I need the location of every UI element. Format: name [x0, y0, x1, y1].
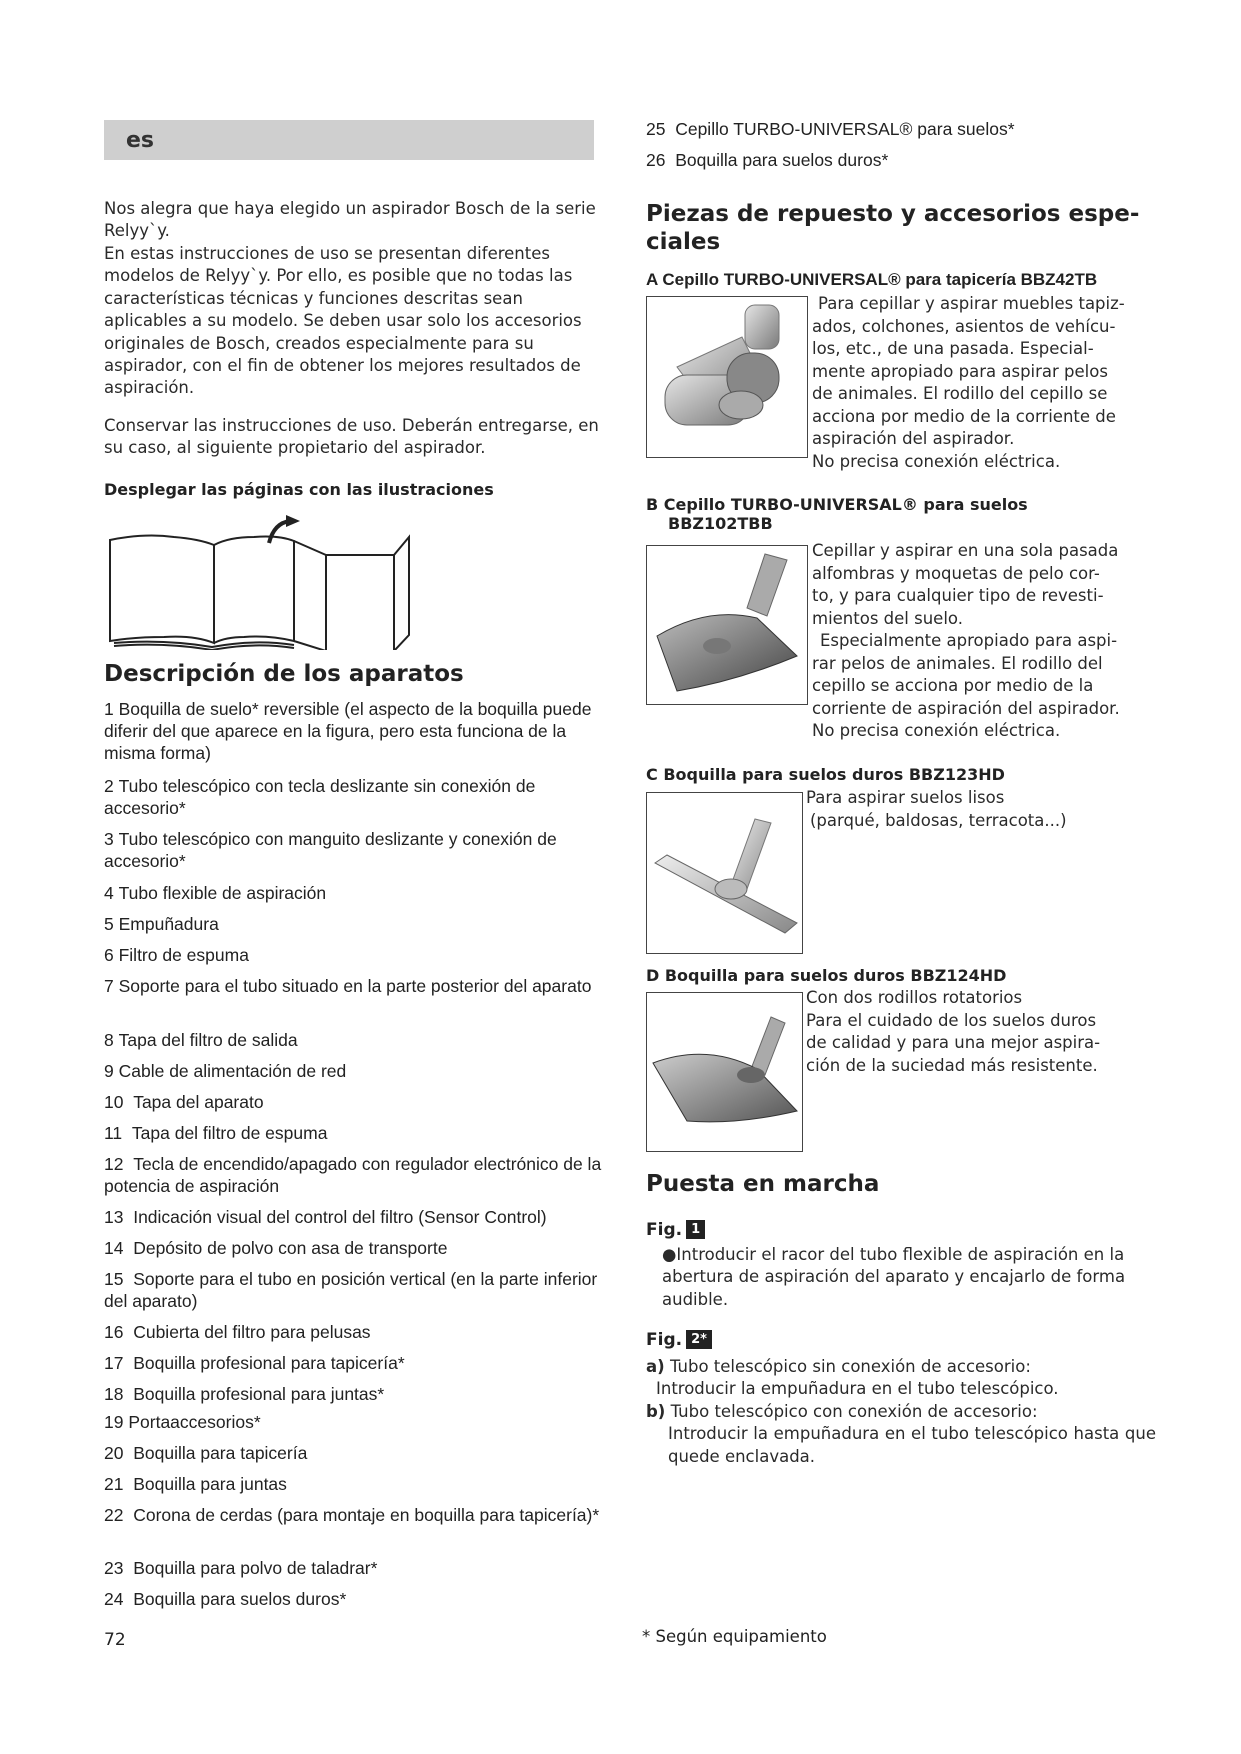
- step-a-detail: Introducir la empuñadura en el tubo telescópico.: [656, 1379, 1059, 1399]
- list-item: 16 Cubierta del filtro para pelusas: [104, 1322, 371, 1342]
- list-item: 1 Boquilla de suelo* reversible (el aspecto de la boquilla puede diferir del que aparece en la figura, pero esta funciona de la misma forma): [104, 699, 592, 763]
- fig-2-number: 2*: [686, 1330, 712, 1349]
- hard-floor-nozzle-rollers-icon: [647, 993, 802, 1151]
- accessory-c-image: [646, 792, 803, 954]
- accessory-c-description: Para aspirar suelos lisos (parqué, baldosas, terracota...): [806, 788, 1067, 830]
- list-item: 3 Tubo telescópico con manguito deslizante y conexión de accesorio*: [104, 829, 557, 871]
- footnote: * Según equipamiento: [642, 1627, 827, 1646]
- list-item: 2 Tubo telescópico con tecla deslizante sin conexión de accesorio*: [104, 776, 536, 818]
- accessory-b-image: [646, 545, 808, 705]
- accessory-b-description: Cepillar y aspirar en una sola pasada alfombras y moquetas de pelo cor- to, y para cualquier tipo de revesti- mientos del suelo. Especialmente apropiado para aspi- rar pelos de animales. El rodillo del cepillo se acciona por medio de la corriente de aspiración del aspirador. No precisa conexión eléctrica.: [812, 541, 1120, 740]
- accessory-a-image: [646, 296, 808, 458]
- list-item: 10 Tapa del aparato: [104, 1092, 264, 1112]
- page-number: 72: [104, 1630, 126, 1650]
- list-item: 20 Boquilla para tapicería: [104, 1443, 308, 1463]
- accessory-c-title: C Boquilla para suelos duros BBZ123HD: [646, 765, 1005, 784]
- accessory-a-title: A Cepillo TURBO-UNIVERSAL® para tapicería BBZ42TB: [646, 270, 1098, 289]
- list-item: 19 Portaaccesorios*: [104, 1412, 261, 1432]
- list-item: 15 Soporte para el tubo en posición vertical (en la parte inferior del aparato): [104, 1269, 598, 1311]
- list-item: 13 Indicación visual del control del filtro (Sensor Control): [104, 1207, 547, 1227]
- list-item: 22 Corona de cerdas (para montaje en boquilla para tapicería)*: [104, 1505, 600, 1525]
- list-item: 12 Tecla de encendido/apagado con regulador electrónico de la potencia de aspiración: [104, 1154, 602, 1196]
- intro-paragraph-1: Nos alegra que haya elegido un aspirador Bosch de la serie Relyy`y.: [104, 199, 596, 241]
- list-item: 6 Filtro de espuma: [104, 945, 249, 965]
- list-item: 17 Boquilla profesional para tapicería*: [104, 1353, 405, 1373]
- hard-floor-nozzle-icon: [647, 793, 802, 953]
- accessory-d-title: D Boquilla para suelos duros BBZ124HD: [646, 966, 1007, 985]
- description-heading: Descripción de los aparatos: [104, 661, 464, 687]
- step-a: a) Tubo telescópico sin conexión de accesorio:: [646, 1357, 1031, 1376]
- fig-1-label: Fig. 1: [646, 1220, 705, 1240]
- list-item: 26 Boquilla para suelos duros*: [646, 150, 889, 170]
- list-item: 9 Cable de alimentación de red: [104, 1061, 347, 1081]
- list-item: 5 Empuñadura: [104, 914, 219, 934]
- fig-1-instruction: ●Introducir el racor del tubo flexible de aspiración en la abertura de aspiración del aparato y encajarlo de forma audible.: [662, 1245, 1126, 1309]
- list-item: 25 Cepillo TURBO-UNIVERSAL® para suelos*: [646, 119, 1015, 139]
- list-item: 23 Boquilla para polvo de taladrar*: [104, 1558, 378, 1578]
- accessory-d-image: [646, 992, 803, 1152]
- intro-paragraph-3: Conservar las instrucciones de uso. Deberán entregarse, en su caso, al siguiente propietario del aspirador.: [104, 416, 599, 458]
- list-item: 24 Boquilla para suelos duros*: [104, 1589, 347, 1609]
- fig-2-label: Fig. 2*: [646, 1330, 712, 1350]
- step-b-detail: Introducir la empuñadura en el tubo telescópico hasta que quede enclavada.: [668, 1424, 1156, 1466]
- step-b: b) Tubo telescópico con conexión de accesorio:: [646, 1401, 1038, 1421]
- fig-2-instructions: [646, 1356, 1156, 1468]
- accessory-a-description: Para cepillar y aspirar muebles tapiz- ados, colchones, asientos de vehícu- los, etc., de una pasada. Especial- mente apropiado para aspirar pelos de animales. El rodillo del cepillo se acciona por medio de la corriente de aspiración del aspirador. No precisa conexión eléctrica.: [812, 294, 1125, 471]
- list-item: 4 Tubo flexible de aspiración: [104, 883, 327, 903]
- list-item: 7 Soporte para el tubo situado en la parte posterior del aparato: [104, 976, 592, 996]
- language-code: es: [126, 128, 155, 153]
- accessory-d-description: Con dos rodillos rotatorios Para el cuidado de los suelos duros de calidad y para una mejor aspira- ción de la suciedad más resistente.: [806, 988, 1101, 1075]
- fig-1-number: 1: [686, 1220, 705, 1239]
- fold-heading: Desplegar las páginas con las ilustraciones: [104, 480, 494, 499]
- list-item: 11 Tapa del filtro de espuma: [104, 1123, 328, 1143]
- language-tab: [104, 120, 594, 160]
- fold-pages-illustration: [104, 515, 414, 650]
- list-item: 14 Depósito de polvo con asa de transporte: [104, 1238, 448, 1258]
- startup-heading: Puesta en marcha: [646, 1171, 880, 1197]
- accessories-heading: Piezas de repuesto y accesorios espe- ciales: [646, 201, 1140, 255]
- turbo-brush-icon: [647, 297, 807, 457]
- list-item: 18 Boquilla profesional para juntas*: [104, 1384, 385, 1404]
- list-item: 8 Tapa del filtro de salida: [104, 1030, 298, 1050]
- list-item: 21 Boquilla para juntas: [104, 1474, 287, 1494]
- intro-paragraph-2: En estas instrucciones de uso se presentan diferentes modelos de Relyy`y. Por ello, es posible que no todas las características técnicas y funciones descritas sean aplicables a su modelo. Se deben usar solo los accesorios originales de Bosch, creados especialmente para su aspirador, con el fin de obtener los mejores resultados de aspiración.: [104, 244, 582, 398]
- floor-brush-icon: [647, 546, 807, 704]
- accessory-b-title: B Cepillo TURBO-UNIVERSAL® para suelos BBZ102TBB: [646, 495, 1028, 533]
